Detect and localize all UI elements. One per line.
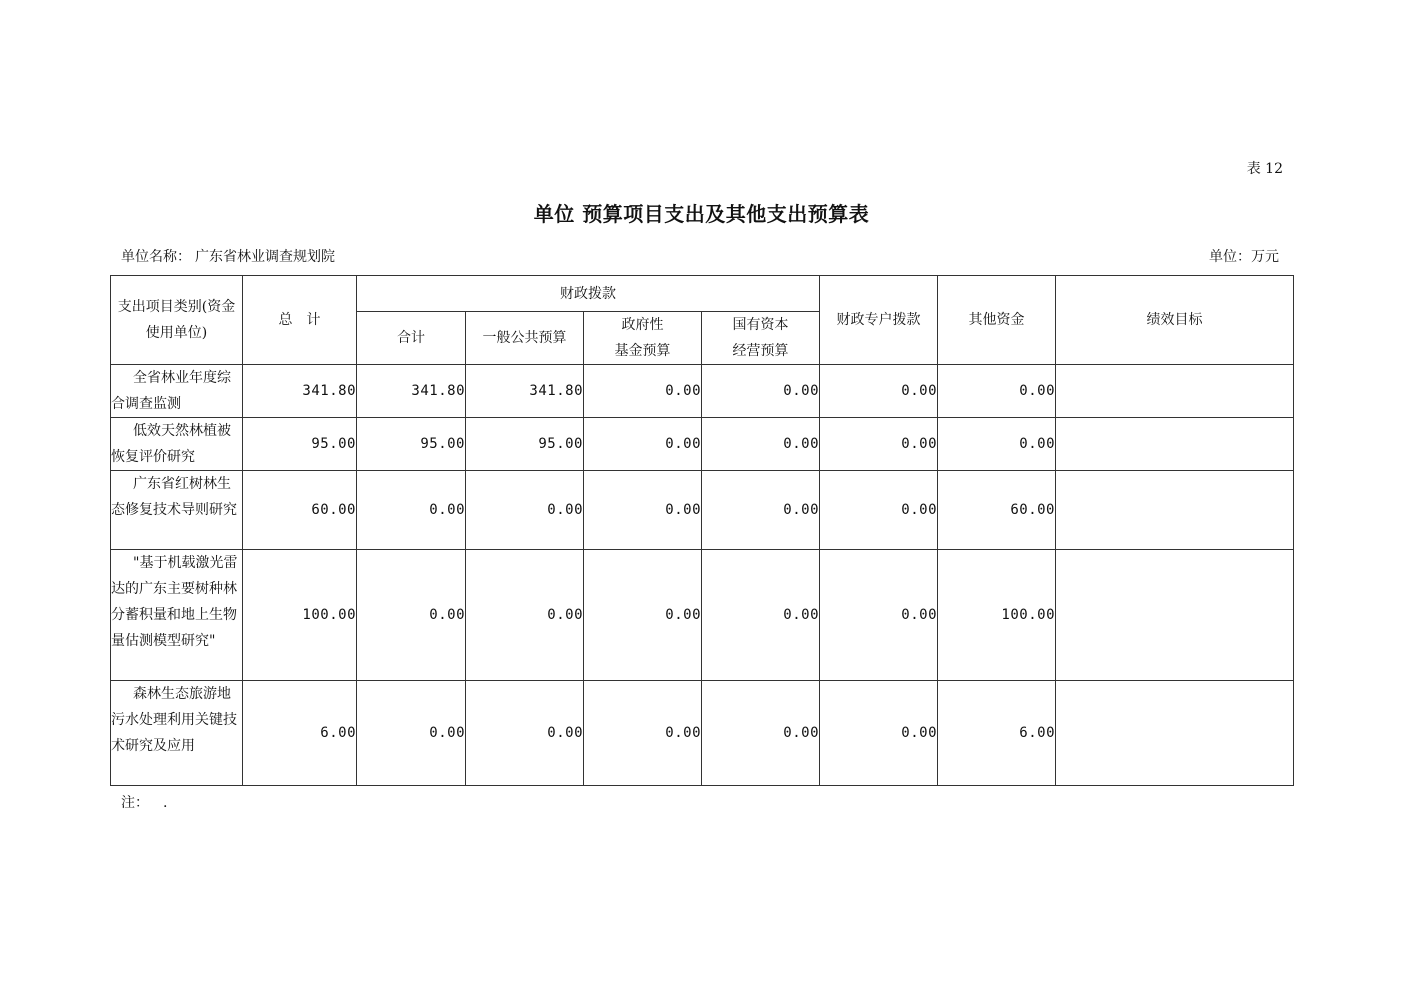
other-cell: 60.00 xyxy=(938,471,1056,550)
unit-name-value: 广东省林业调查规划院 xyxy=(195,249,335,265)
total-cell: 60.00 xyxy=(243,471,357,550)
special-cell: 0.00 xyxy=(820,681,938,786)
goal-cell xyxy=(1056,365,1294,418)
table-row xyxy=(111,365,1294,418)
col-header-gov-fund-line1: 政府性 xyxy=(621,317,664,333)
col-header-gov-fund xyxy=(584,312,702,365)
col-header-goal: 绩效目标 xyxy=(1056,276,1294,365)
col-header-fiscal-group: 财政拨款 xyxy=(357,276,820,312)
gov-fund-cell: 0.00 xyxy=(584,681,702,786)
col-header-special: 财政专户拨款 xyxy=(820,276,938,365)
footnote-text: . xyxy=(163,795,168,811)
col-header-state-capital-line1: 国有资本 xyxy=(732,317,789,333)
general-cell: 0.00 xyxy=(466,681,584,786)
currency-unit xyxy=(1209,246,1283,266)
fiscal-sum-cell: 0.00 xyxy=(357,550,466,681)
category-cell: "基于机载激光雷达的广东主要树种林分蓄积量和地上生物量估测模型研究" xyxy=(111,550,243,681)
table-row xyxy=(111,471,1294,550)
total-cell: 95.00 xyxy=(243,418,357,471)
other-cell: 100.00 xyxy=(938,550,1056,681)
unit-value: 万元 xyxy=(1251,249,1279,265)
col-header-category: 支出项目类别(资金使用单位) xyxy=(111,276,243,365)
col-header-fiscal-sum: 合计 xyxy=(357,312,466,365)
col-header-state-capital-line2: 经营预算 xyxy=(732,343,789,359)
budget-table xyxy=(110,275,1294,786)
fiscal-sum-cell: 0.00 xyxy=(357,681,466,786)
unit-label: 单位： xyxy=(1209,249,1251,265)
footnote xyxy=(121,792,167,812)
state-capital-cell: 0.00 xyxy=(702,471,820,550)
general-cell: 341.80 xyxy=(466,365,584,418)
gov-fund-cell: 0.00 xyxy=(584,550,702,681)
gov-fund-cell: 0.00 xyxy=(584,418,702,471)
fiscal-sum-cell: 0.00 xyxy=(357,471,466,550)
special-cell: 0.00 xyxy=(820,418,938,471)
goal-cell xyxy=(1056,681,1294,786)
category-cell: 森林生态旅游地污水处理利用关键技术研究及应用 xyxy=(111,681,243,786)
goal-cell xyxy=(1056,550,1294,681)
table-number: 表 12 xyxy=(1246,161,1283,177)
unit-name xyxy=(121,246,339,266)
table-row xyxy=(111,418,1294,471)
category-cell: 广东省红树林生态修复技术导则研究 xyxy=(111,471,243,550)
total-cell: 341.80 xyxy=(243,365,357,418)
table-row xyxy=(111,681,1294,786)
category-cell: 全省林业年度综合调查监测 xyxy=(111,365,243,418)
special-cell: 0.00 xyxy=(820,365,938,418)
special-cell: 0.00 xyxy=(820,550,938,681)
category-cell: 低效天然林植被恢复评价研究 xyxy=(111,418,243,471)
col-header-total: 总 计 xyxy=(243,276,357,365)
goal-cell xyxy=(1056,471,1294,550)
fiscal-sum-cell: 95.00 xyxy=(357,418,466,471)
general-cell: 0.00 xyxy=(466,471,584,550)
state-capital-cell: 0.00 xyxy=(702,550,820,681)
total-cell: 100.00 xyxy=(243,550,357,681)
total-cell: 6.00 xyxy=(243,681,357,786)
other-cell: 0.00 xyxy=(938,418,1056,471)
general-cell: 0.00 xyxy=(466,550,584,681)
other-cell: 0.00 xyxy=(938,365,1056,418)
fiscal-sum-cell: 341.80 xyxy=(357,365,466,418)
col-header-general: 一般公共预算 xyxy=(466,312,584,365)
general-cell: 95.00 xyxy=(466,418,584,471)
unit-name-label: 单位名称： xyxy=(121,249,191,265)
page-title: 单位 预算项目支出及其他支出预算表 xyxy=(533,202,870,226)
gov-fund-cell: 0.00 xyxy=(584,471,702,550)
special-cell: 0.00 xyxy=(820,471,938,550)
goal-cell xyxy=(1056,418,1294,471)
col-header-state-capital xyxy=(702,312,820,365)
col-header-other: 其他资金 xyxy=(938,276,1056,365)
col-header-gov-fund-line2: 基金预算 xyxy=(614,343,671,359)
state-capital-cell: 0.00 xyxy=(702,418,820,471)
gov-fund-cell: 0.00 xyxy=(584,365,702,418)
other-cell: 6.00 xyxy=(938,681,1056,786)
unit-info-row xyxy=(121,246,1283,266)
table-row xyxy=(111,550,1294,681)
footnote-label: 注： xyxy=(121,795,149,811)
state-capital-cell: 0.00 xyxy=(702,681,820,786)
state-capital-cell: 0.00 xyxy=(702,365,820,418)
